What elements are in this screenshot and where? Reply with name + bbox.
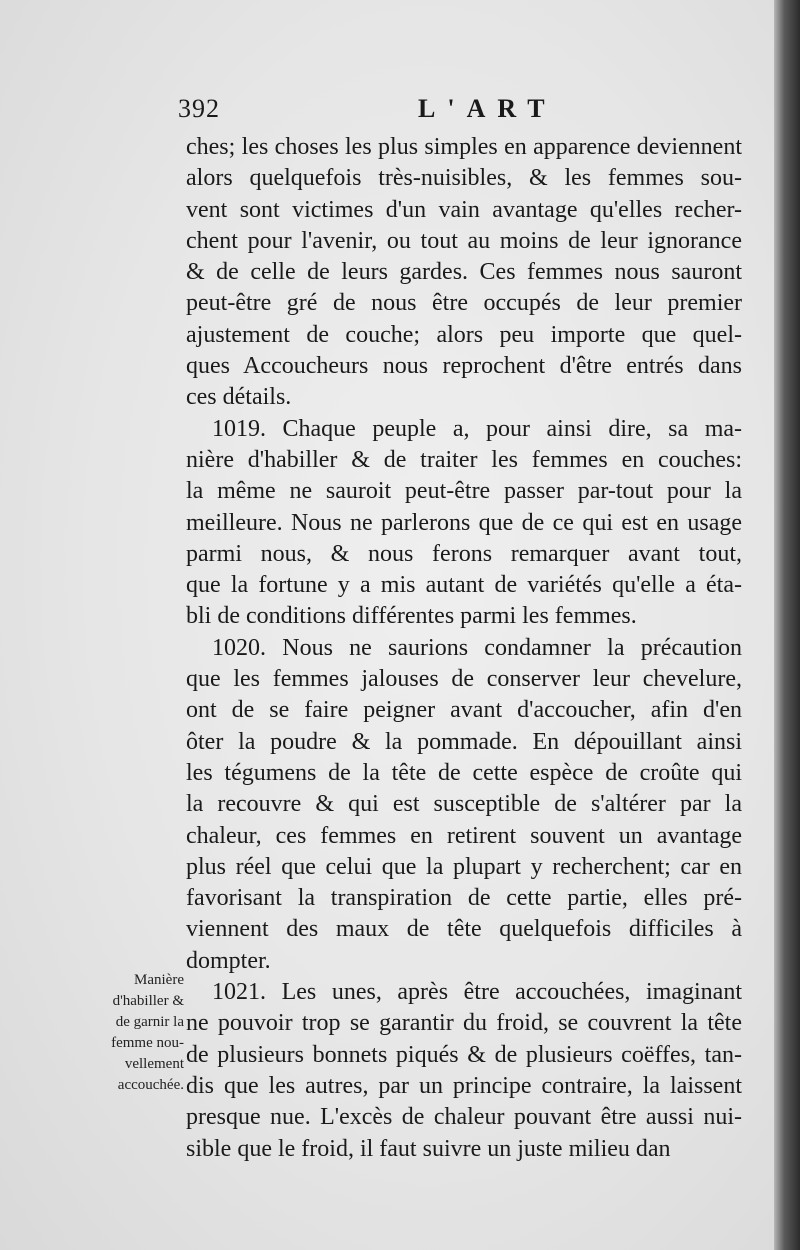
text-line: ajustement de couche; alors peu importe que quel- bbox=[186, 321, 742, 348]
text-line: ont de se faire peigner avant d'accoucher, afin d'en bbox=[186, 697, 742, 724]
paragraph-start-1020: 1020. Nous ne saurions condamner la précaution bbox=[212, 634, 742, 661]
binding-gutter bbox=[774, 0, 800, 1250]
paragraph-start-1019: 1019. Chaque peuple a, pour ainsi dire, sa ma- bbox=[212, 415, 742, 442]
text-line: que la fortune y a mis autant de variétés qu'elle a éta- bbox=[186, 572, 742, 599]
text-line: presque nue. L'excès de chaleur pouvant être aussi nui- bbox=[186, 1104, 742, 1131]
text-line: dompter. bbox=[186, 947, 271, 974]
margin-note-line: de garnir la bbox=[115, 1014, 184, 1030]
text-line: & de celle de leurs gardes. Ces femmes nous sauront bbox=[186, 259, 742, 286]
text-line: de plusieurs bonnets piqués & de plusieurs coëffes, tan- bbox=[186, 1041, 742, 1068]
text-line: sible que le froid, il faut suivre un juste milieu dan bbox=[186, 1135, 671, 1162]
text-line: que les femmes jalouses de conserver leur chevelure, bbox=[186, 666, 742, 693]
text-line: ôter la poudre & la pommade. En dépouillant ainsi bbox=[186, 728, 742, 755]
text-line: favorisant la transpiration de cette partie, elles pré- bbox=[186, 885, 742, 912]
text-line: la même ne sauroit peut-être passer par-tout pour la bbox=[186, 478, 742, 505]
margin-note-line: vellement bbox=[124, 1056, 184, 1072]
margin-note-line: femme nou- bbox=[111, 1035, 184, 1051]
text-line: les tégumens de la tête de cette espèce de croûte qui bbox=[186, 759, 742, 786]
text-line: alors quelquefois très-nuisibles, & les femmes sou- bbox=[186, 165, 742, 192]
body-text bbox=[186, 132, 742, 1165]
margin-note bbox=[74, 970, 184, 1096]
text-line: ne pouvoir trop se garantir du froid, se couvrent la tête bbox=[186, 1010, 742, 1037]
text-line: dis que les autres, par un principe contraire, la laissent bbox=[186, 1072, 742, 1099]
text-line: la recouvre & qui est susceptible de s'altérer par la bbox=[186, 791, 742, 818]
text-line: viennent des maux de tête quelquefois difficiles à bbox=[186, 916, 742, 943]
page-number: 392 bbox=[178, 94, 220, 123]
paragraph-start-1021: 1021. Les unes, après être accouchées, imaginant bbox=[212, 979, 742, 1006]
text-line: vent sont victimes d'un vain avantage qu'elles recher- bbox=[186, 196, 742, 223]
text-line: parmi nous, & nous ferons remarquer avant tout, bbox=[186, 540, 742, 567]
text-line: ches; les choses les plus simples en apparence deviennent bbox=[186, 134, 742, 160]
text-line: bli de conditions différentes parmi les femmes. bbox=[186, 603, 637, 630]
text-line: ces détails. bbox=[186, 384, 292, 411]
text-line: ques Accoucheurs nous reprochent d'être entrés dans bbox=[186, 353, 742, 380]
running-title: L'ART bbox=[418, 94, 557, 123]
text-line: chent pour l'avenir, ou tout au moins de leur ignorance bbox=[186, 227, 742, 254]
margin-note-line: accouchée. bbox=[117, 1077, 184, 1093]
text-line: plus réel que celui que la plupart y recherchent; car en bbox=[186, 853, 742, 880]
margin-note-line: Manière bbox=[134, 972, 184, 988]
margin-note-line: d'habiller & bbox=[112, 993, 184, 1009]
page-header bbox=[178, 94, 738, 128]
text-line: peut-être gré de nous être occupés de leur premier bbox=[186, 290, 742, 317]
text-line: meilleure. Nous ne parlerons que de ce qui est en usage bbox=[186, 509, 742, 536]
text-line: nière d'habiller & de traiter les femmes en couches: bbox=[186, 446, 742, 473]
text-line: chaleur, ces femmes en retirent souvent un avantage bbox=[186, 822, 742, 849]
